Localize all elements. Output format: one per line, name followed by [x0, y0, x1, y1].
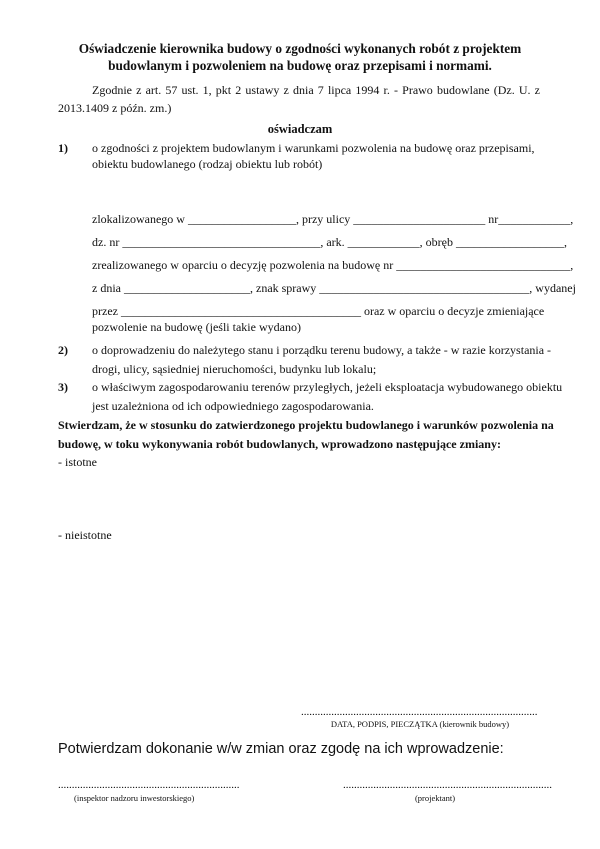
confirmation-text: Potwierdzam dokonanie w/w zmian oraz zgodę na ich wprowadzenie:	[58, 741, 504, 757]
item-3-number: 3)	[58, 380, 68, 394]
declare-heading: oświadczam	[267, 122, 333, 136]
statement-line-2: budowę, w toku wykonywania robót budowlanych, wprowadzono następujące zmiany:	[58, 437, 501, 451]
designer-signature-line[interactable]: ............................................................................	[343, 779, 552, 791]
statement-line-1: Stwierdzam, że w stosunku do zatwierdzonego projektu budowlanego i warunków pozwolenia na	[58, 418, 554, 432]
intro-line-1: Zgodnie z art. 57 ust. 1, pkt 2 ustawy z dnia 7 lipca 1994 r. - Prawo budowlane (Dz. U. z	[92, 83, 540, 97]
field-location[interactable]: zlokalizowanego w __________________, przy ulicy ______________________ nr____________,	[92, 212, 574, 226]
intro-line-2: 2013.1409 z późn. zm.)	[58, 101, 172, 115]
site-manager-signature-line[interactable]: ......................................................................................	[301, 706, 538, 718]
item-2-line-2: drogi, ulicy, sąsiedniej nieruchomości, budynku lub lokalu;	[92, 362, 377, 376]
field-plot[interactable]: dz. nr _________________________________, ark. ____________, obręb __________________,	[92, 235, 567, 249]
field-issued-by[interactable]: przez ________________________________________ oraz w oparciu o decyzje zmieniające	[92, 304, 545, 318]
field-permit-number[interactable]: zrealizowanego w oparciu o decyzję pozwolenia na budowę nr _____________________________,	[92, 258, 574, 272]
item-1-line-2: obiektu budowlanego (rodzaj obiektu lub robót)	[92, 157, 323, 171]
item-3-line-2: jest uzależniona od ich odpowiedniego zagospodarowania.	[92, 399, 374, 413]
item-2-line-1: o doprowadzeniu do należytego stanu i porządku terenu budowy, a także - w razie korzystania -	[92, 343, 552, 357]
field-note: pozwolenie na budowę (jeśli takie wydano)	[92, 320, 301, 334]
change-insignificant: - nieistotne	[58, 528, 112, 542]
inspector-signature-line[interactable]: ..................................................................	[58, 779, 240, 791]
item-2-number: 2)	[58, 343, 68, 357]
inspector-signature-caption: (inspektor nadzoru inwestorskiego)	[74, 793, 195, 803]
item-3-line-1: o właściwym zagospodarowaniu terenów przyległych, jeżeli eksploatacja wybudowanego obiektu	[92, 380, 563, 394]
document-title-line-2: budowlanym i pozwoleniem na budowę oraz przepisami i normami.	[108, 58, 492, 73]
designer-signature-caption: (projektant)	[414, 793, 456, 803]
field-date-case[interactable]: z dnia _____________________, znak sprawy ___________________________________, wydanej	[92, 281, 576, 295]
site-manager-signature-caption: DATA, PODPIS, PIECZĄTKA (kierownik budowy)	[330, 719, 510, 729]
change-significant: - istotne	[58, 455, 97, 469]
document-title-line-1: Oświadczenie kierownika budowy o zgodności wykonanych robót z projektem	[78, 41, 522, 56]
item-1-line-1: o zgodności z projektem budowlanym i warunkami pozwolenia na budowę oraz przepisami,	[92, 141, 535, 155]
item-1-number: 1)	[58, 141, 68, 155]
